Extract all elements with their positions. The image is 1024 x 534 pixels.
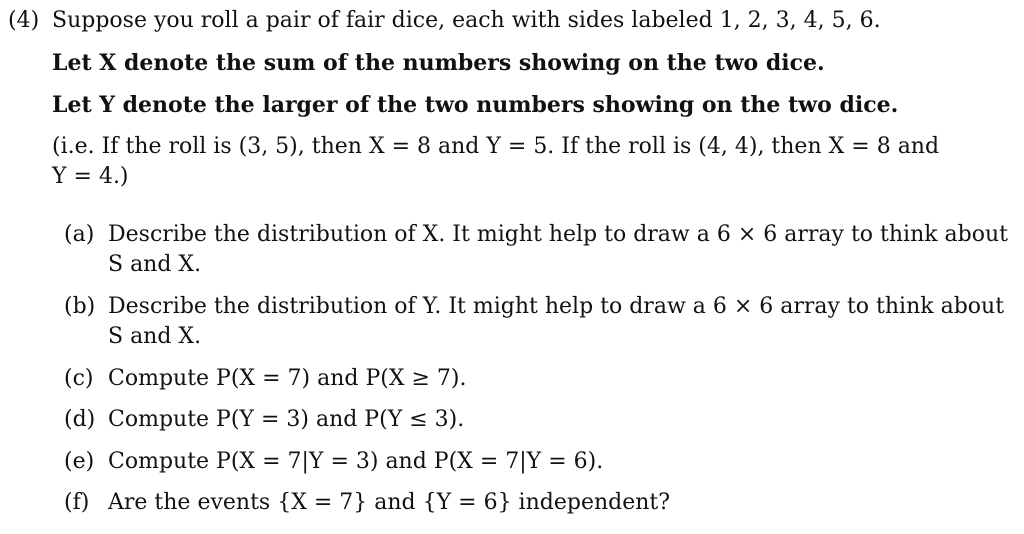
problem-number [8, 8, 39, 34]
example-line-2: Y = 4.) [52, 164, 129, 189]
part-a-label: (a) [64, 222, 95, 247]
part-c-label: (c) [64, 366, 94, 391]
part-a-text-line-1: Describe the distribution of X. It might help to draw a 6 × 6 array to think about [108, 222, 1009, 247]
part-a-text-line-2: S and X. [108, 252, 202, 277]
definition-y: Let Y denote the larger of the two numbers showing on the two dice. [52, 92, 899, 118]
part-b-text-line-2: S and X. [108, 324, 202, 349]
part-b-label: (b) [64, 294, 96, 319]
part-c-text: Compute P(X = 7) and P(X ≥ 7). [108, 366, 467, 391]
problem-intro: Suppose you roll a pair of fair dice, each with sides labeled 1, 2, 3, 4, 5, 6. [52, 8, 881, 33]
part-d-label: (d) [64, 407, 96, 432]
part-e-text: Compute P(X = 7|Y = 3) and P(X = 7|Y = 6). [108, 449, 604, 474]
part-e-label: (e) [64, 449, 95, 474]
part-f-label: (f) [64, 490, 90, 515]
example-line-1: (i.e. If the roll is (3, 5), then X = 8 and Y = 5. If the roll is (4, 4), then X = 8 and [52, 134, 940, 159]
problem-number-label: (4) [8, 8, 40, 33]
part-d-text: Compute P(Y = 3) and P(Y ≤ 3). [108, 407, 465, 432]
part-b-text-line-1: Describe the distribution of Y. It might help to draw a 6 × 6 array to think about [108, 294, 1005, 319]
definition-x: Let X denote the sum of the numbers showing on the two dice. [52, 50, 825, 76]
part-f-text: Are the events {X = 7} and {Y = 6} independent? [108, 490, 671, 515]
